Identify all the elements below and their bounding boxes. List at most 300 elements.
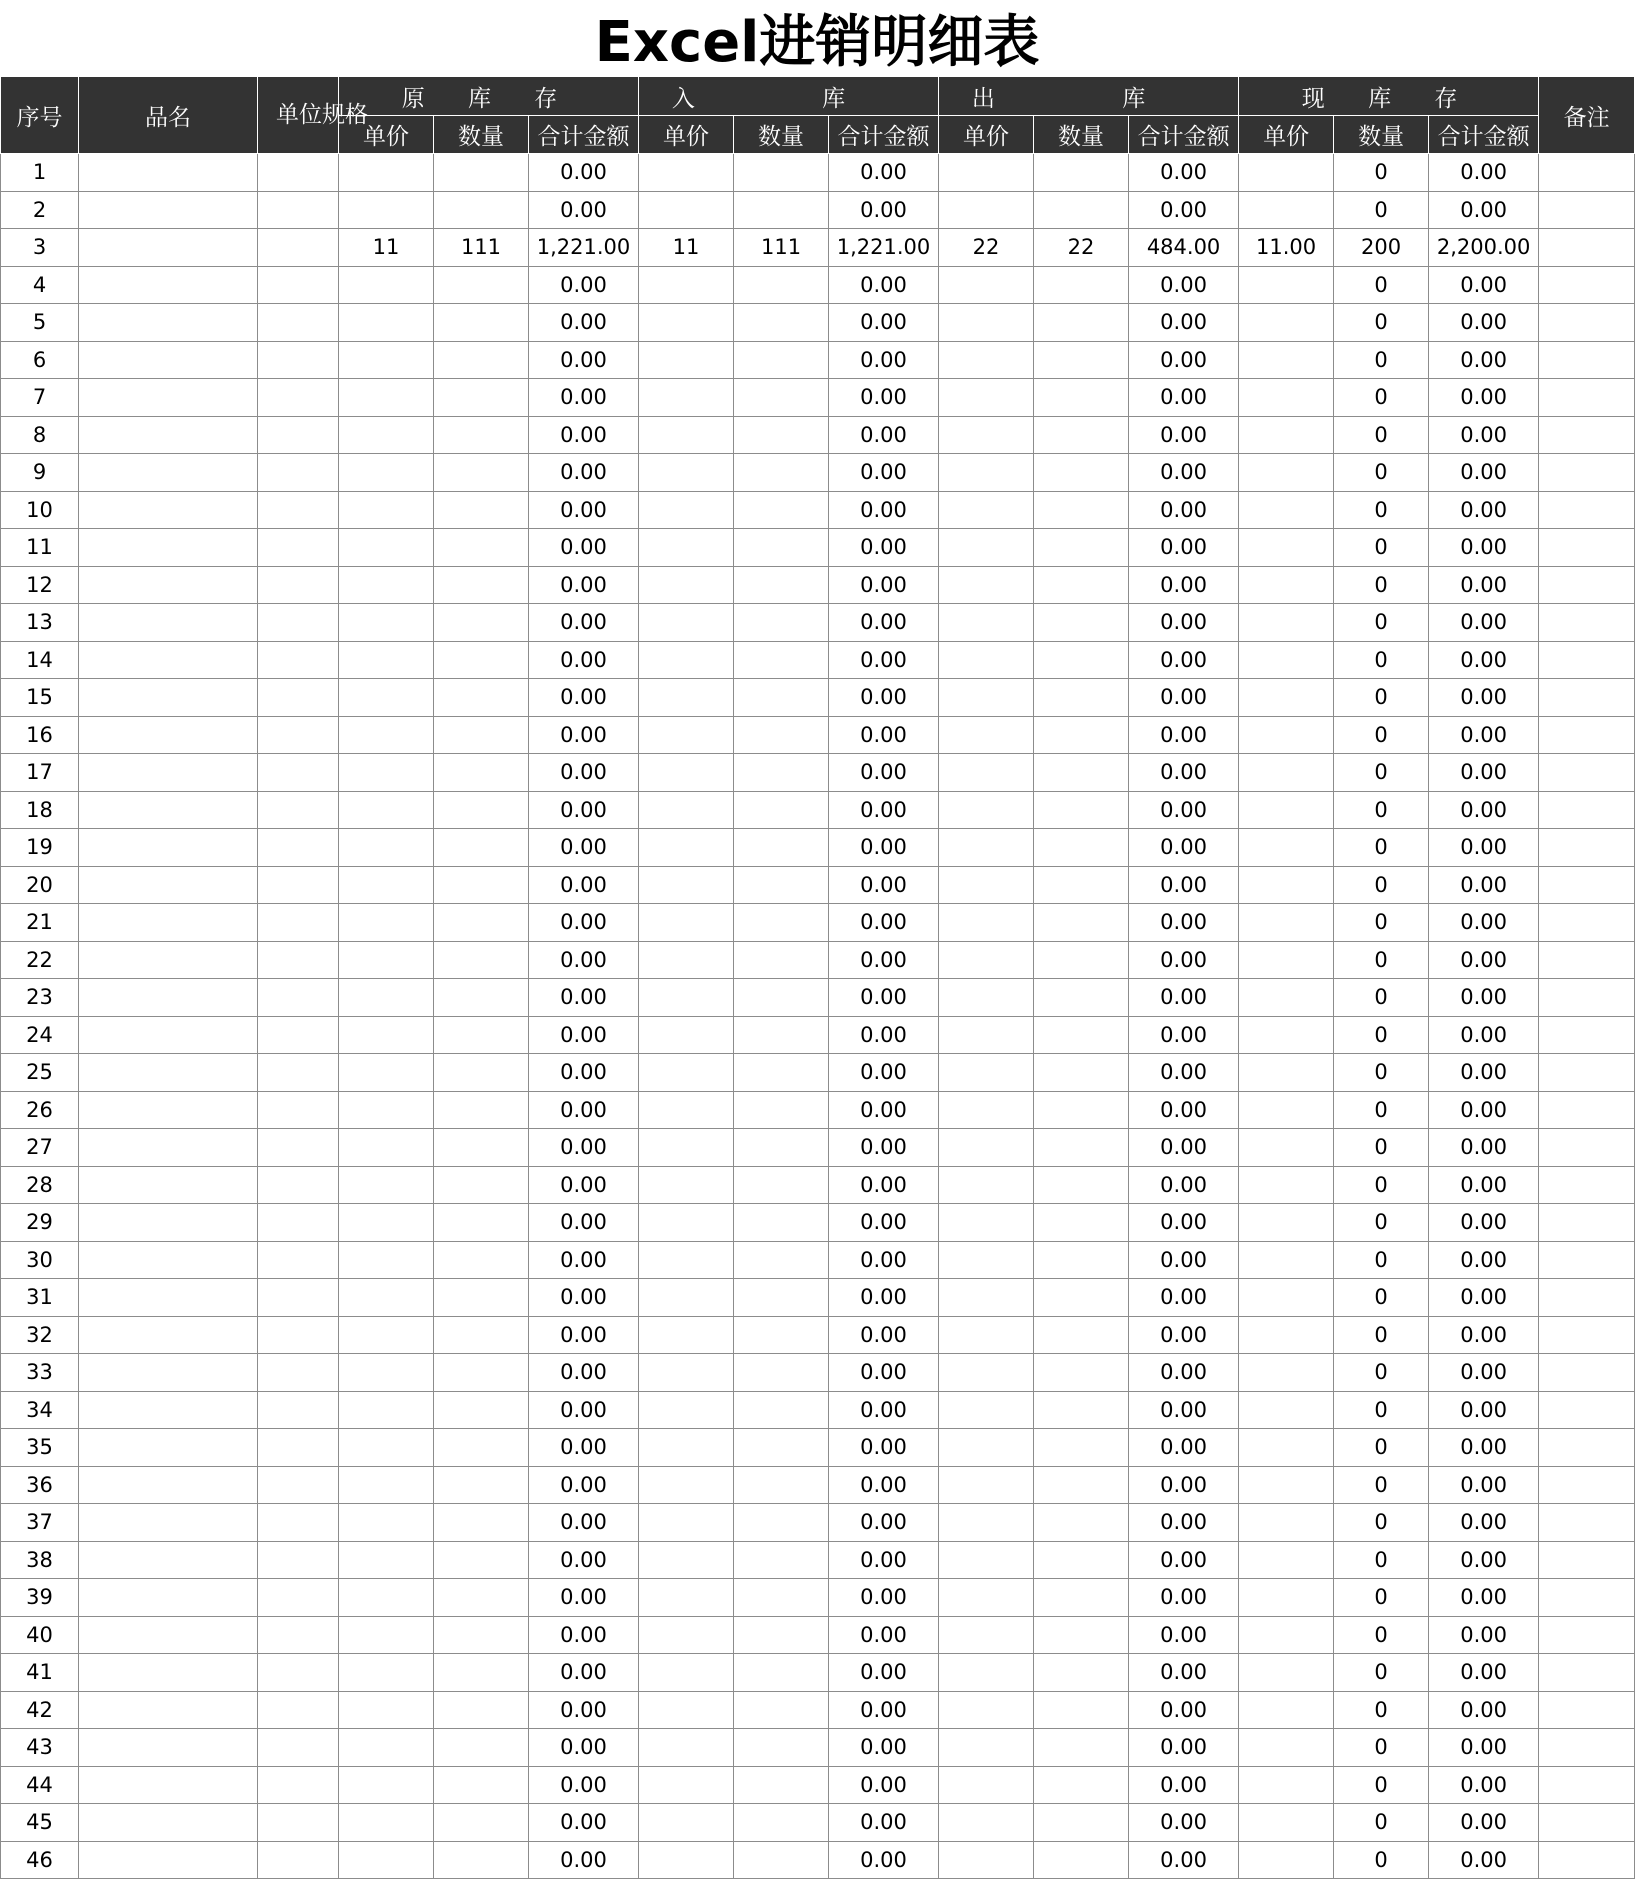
cell-cur-price[interactable] [1239,941,1334,979]
cell-seq[interactable]: 10 [1,491,79,529]
cell-seq[interactable]: 36 [1,1466,79,1504]
cell-in-price[interactable] [639,941,734,979]
cell-cur-qty[interactable]: 0 [1334,454,1429,492]
cell-out-price[interactable] [939,1841,1034,1879]
cell-cur-price[interactable] [1239,304,1334,342]
cell-cur-qty[interactable]: 0 [1334,1166,1429,1204]
cell-seq[interactable]: 30 [1,1241,79,1279]
cell-out-qty[interactable] [1034,566,1129,604]
cell-orig-amount[interactable]: 0.00 [529,1429,639,1467]
cell-seq[interactable]: 46 [1,1841,79,1879]
cell-cur-price[interactable] [1239,679,1334,717]
cell-out-amount[interactable]: 0.00 [1129,1429,1239,1467]
cell-remark[interactable] [1539,341,1635,379]
cell-orig-amount[interactable]: 0.00 [529,1204,639,1242]
cell-cur-qty[interactable]: 0 [1334,1729,1429,1767]
cell-orig-amount[interactable]: 0.00 [529,529,639,567]
cell-unit-spec[interactable] [258,866,339,904]
cell-cur-amount[interactable]: 0.00 [1429,1766,1539,1804]
cell-in-price[interactable] [639,1766,734,1804]
cell-in-price[interactable] [639,1391,734,1429]
cell-in-qty[interactable] [734,1204,829,1242]
cell-out-amount[interactable]: 0.00 [1129,491,1239,529]
cell-remark[interactable] [1539,1691,1635,1729]
cell-out-amount[interactable]: 0.00 [1129,341,1239,379]
cell-orig-qty[interactable] [434,379,529,417]
cell-seq[interactable]: 39 [1,1579,79,1617]
cell-seq[interactable]: 13 [1,604,79,642]
cell-in-price[interactable] [639,379,734,417]
cell-in-amount[interactable]: 1,221.00 [829,229,939,267]
cell-orig-amount[interactable]: 0.00 [529,1016,639,1054]
cell-out-price[interactable] [939,754,1034,792]
cell-seq[interactable]: 2 [1,191,79,229]
cell-in-qty[interactable] [734,1166,829,1204]
cell-out-qty[interactable] [1034,416,1129,454]
cell-remark[interactable] [1539,979,1635,1017]
cell-unit-spec[interactable] [258,304,339,342]
cell-orig-qty[interactable] [434,679,529,717]
cell-in-price[interactable] [639,1804,734,1842]
cell-orig-qty[interactable] [434,1054,529,1092]
cell-in-price[interactable] [639,754,734,792]
cell-out-amount[interactable]: 0.00 [1129,1129,1239,1167]
cell-in-amount[interactable]: 0.00 [829,1091,939,1129]
cell-orig-qty[interactable] [434,1654,529,1692]
cell-in-qty[interactable] [734,1691,829,1729]
cell-cur-price[interactable] [1239,341,1334,379]
cell-seq[interactable]: 11 [1,529,79,567]
cell-cur-qty[interactable]: 0 [1334,1016,1429,1054]
header-group-original-stock[interactable]: 原 库 存 [339,77,639,116]
cell-cur-qty[interactable]: 0 [1334,1541,1429,1579]
cell-out-price[interactable] [939,1091,1034,1129]
cell-cur-amount[interactable]: 0.00 [1429,266,1539,304]
header-quantity[interactable]: 数量 [1034,116,1129,154]
cell-in-qty[interactable] [734,1504,829,1542]
cell-in-amount[interactable]: 0.00 [829,1204,939,1242]
cell-cur-amount[interactable]: 0.00 [1429,1204,1539,1242]
cell-in-amount[interactable]: 0.00 [829,1391,939,1429]
cell-in-qty[interactable] [734,341,829,379]
cell-in-price[interactable] [639,1691,734,1729]
cell-out-amount[interactable]: 0.00 [1129,1654,1239,1692]
cell-out-qty[interactable] [1034,1729,1129,1767]
cell-out-amount[interactable]: 0.00 [1129,941,1239,979]
cell-orig-price[interactable] [339,454,434,492]
cell-cur-amount[interactable]: 0.00 [1429,566,1539,604]
cell-orig-amount[interactable]: 0.00 [529,1504,639,1542]
cell-seq[interactable]: 23 [1,979,79,1017]
cell-orig-amount[interactable]: 0.00 [529,791,639,829]
cell-cur-amount[interactable]: 0.00 [1429,979,1539,1017]
cell-out-price[interactable] [939,154,1034,192]
cell-remark[interactable] [1539,154,1635,192]
cell-seq[interactable]: 33 [1,1354,79,1392]
cell-out-price[interactable] [939,416,1034,454]
cell-unit-spec[interactable] [258,1241,339,1279]
cell-seq[interactable]: 21 [1,904,79,942]
cell-orig-price[interactable] [339,1054,434,1092]
header-unit-price[interactable]: 单价 [639,116,734,154]
cell-cur-qty[interactable]: 0 [1334,341,1429,379]
cell-out-price[interactable]: 22 [939,229,1034,267]
cell-in-amount[interactable]: 0.00 [829,904,939,942]
cell-out-price[interactable] [939,904,1034,942]
cell-in-price[interactable] [639,1316,734,1354]
cell-in-qty[interactable] [734,191,829,229]
cell-cur-amount[interactable]: 0.00 [1429,1691,1539,1729]
cell-unit-spec[interactable] [258,1204,339,1242]
cell-out-qty[interactable] [1034,1616,1129,1654]
cell-cur-price[interactable] [1239,979,1334,1017]
cell-seq[interactable]: 42 [1,1691,79,1729]
cell-orig-amount[interactable]: 0.00 [529,1166,639,1204]
cell-seq[interactable]: 5 [1,304,79,342]
cell-name[interactable] [79,266,258,304]
cell-cur-qty[interactable]: 0 [1334,416,1429,454]
cell-cur-amount[interactable]: 0.00 [1429,1616,1539,1654]
cell-in-qty[interactable] [734,1804,829,1842]
cell-in-price[interactable] [639,1841,734,1879]
header-total-amount[interactable]: 合计金额 [1429,116,1539,154]
cell-cur-amount[interactable]: 0.00 [1429,1729,1539,1767]
cell-in-qty[interactable] [734,716,829,754]
cell-in-qty[interactable] [734,1466,829,1504]
cell-remark[interactable] [1539,679,1635,717]
cell-remark[interactable] [1539,1804,1635,1842]
cell-cur-price[interactable] [1239,266,1334,304]
cell-out-qty[interactable] [1034,341,1129,379]
cell-orig-qty[interactable] [434,754,529,792]
cell-cur-amount[interactable]: 0.00 [1429,1054,1539,1092]
cell-orig-amount[interactable]: 0.00 [529,341,639,379]
header-unit-price[interactable]: 单价 [1239,116,1334,154]
cell-cur-price[interactable] [1239,529,1334,567]
cell-unit-spec[interactable] [258,379,339,417]
cell-unit-spec[interactable] [258,1279,339,1317]
header-group-current-stock[interactable]: 现 库 存 [1239,77,1539,116]
cell-seq[interactable]: 40 [1,1616,79,1654]
cell-name[interactable] [79,1729,258,1767]
cell-cur-qty[interactable]: 0 [1334,191,1429,229]
cell-cur-qty[interactable]: 0 [1334,829,1429,867]
cell-orig-amount[interactable]: 0.00 [529,979,639,1017]
cell-remark[interactable] [1539,1841,1635,1879]
cell-unit-spec[interactable] [258,1804,339,1842]
cell-orig-qty[interactable] [434,191,529,229]
cell-name[interactable] [79,1129,258,1167]
cell-in-amount[interactable]: 0.00 [829,1466,939,1504]
cell-in-price[interactable] [639,716,734,754]
cell-cur-amount[interactable]: 0.00 [1429,191,1539,229]
cell-cur-price[interactable] [1239,754,1334,792]
cell-orig-amount[interactable]: 0.00 [529,641,639,679]
cell-seq[interactable]: 14 [1,641,79,679]
cell-out-amount[interactable]: 0.00 [1129,566,1239,604]
cell-cur-amount[interactable]: 0.00 [1429,304,1539,342]
cell-unit-spec[interactable] [258,1166,339,1204]
cell-cur-price[interactable] [1239,829,1334,867]
cell-orig-amount[interactable]: 0.00 [529,1091,639,1129]
cell-orig-price[interactable] [339,1204,434,1242]
cell-remark[interactable] [1539,829,1635,867]
cell-cur-price[interactable] [1239,1129,1334,1167]
cell-cur-price[interactable] [1239,1316,1334,1354]
cell-seq[interactable]: 6 [1,341,79,379]
cell-name[interactable] [79,191,258,229]
cell-unit-spec[interactable] [258,716,339,754]
cell-out-price[interactable] [939,566,1034,604]
cell-out-price[interactable] [939,716,1034,754]
cell-orig-amount[interactable]: 0.00 [529,941,639,979]
cell-orig-qty[interactable] [434,641,529,679]
cell-in-amount[interactable]: 0.00 [829,266,939,304]
cell-out-amount[interactable]: 0.00 [1129,266,1239,304]
cell-in-amount[interactable]: 0.00 [829,679,939,717]
cell-cur-price[interactable] [1239,379,1334,417]
cell-cur-amount[interactable]: 0.00 [1429,866,1539,904]
cell-cur-amount[interactable]: 0.00 [1429,1841,1539,1879]
cell-remark[interactable] [1539,191,1635,229]
cell-cur-qty[interactable]: 0 [1334,1691,1429,1729]
header-quantity[interactable]: 数量 [734,116,829,154]
cell-cur-amount[interactable]: 0.00 [1429,904,1539,942]
cell-cur-price[interactable] [1239,1091,1334,1129]
cell-unit-spec[interactable] [258,416,339,454]
cell-cur-price[interactable] [1239,1204,1334,1242]
cell-in-amount[interactable]: 0.00 [829,1279,939,1317]
cell-orig-qty[interactable] [434,1466,529,1504]
cell-remark[interactable] [1539,529,1635,567]
header-remark[interactable]: 备注 [1539,77,1635,154]
cell-unit-spec[interactable] [258,1541,339,1579]
cell-out-price[interactable] [939,1054,1034,1092]
cell-in-price[interactable] [639,1204,734,1242]
cell-seq[interactable]: 7 [1,379,79,417]
cell-out-price[interactable] [939,491,1034,529]
cell-in-price[interactable] [639,1504,734,1542]
cell-in-amount[interactable]: 0.00 [829,341,939,379]
cell-out-price[interactable] [939,304,1034,342]
cell-cur-amount[interactable]: 0.00 [1429,1579,1539,1617]
cell-in-qty[interactable] [734,1054,829,1092]
cell-cur-qty[interactable]: 0 [1334,1279,1429,1317]
cell-out-qty[interactable] [1034,1429,1129,1467]
cell-cur-price[interactable] [1239,866,1334,904]
cell-in-qty[interactable] [734,1016,829,1054]
cell-in-qty[interactable] [734,641,829,679]
cell-cur-price[interactable] [1239,1391,1334,1429]
cell-orig-qty[interactable] [434,1504,529,1542]
cell-orig-price[interactable] [339,1504,434,1542]
cell-out-amount[interactable]: 0.00 [1129,154,1239,192]
cell-orig-amount[interactable]: 0.00 [529,1129,639,1167]
cell-unit-spec[interactable] [258,791,339,829]
cell-cur-qty[interactable]: 0 [1334,1354,1429,1392]
cell-orig-price[interactable] [339,379,434,417]
cell-cur-qty[interactable]: 0 [1334,1091,1429,1129]
cell-cur-price[interactable] [1239,1166,1334,1204]
cell-name[interactable] [79,941,258,979]
cell-orig-qty[interactable] [434,1091,529,1129]
cell-out-amount[interactable]: 0.00 [1129,1541,1239,1579]
cell-in-qty[interactable] [734,829,829,867]
cell-out-qty[interactable] [1034,1391,1129,1429]
cell-cur-amount[interactable]: 0.00 [1429,1241,1539,1279]
cell-cur-qty[interactable]: 0 [1334,941,1429,979]
cell-orig-qty[interactable] [434,1129,529,1167]
cell-in-price[interactable] [639,491,734,529]
cell-in-price[interactable] [639,641,734,679]
cell-out-qty[interactable]: 22 [1034,229,1129,267]
cell-out-qty[interactable] [1034,866,1129,904]
cell-remark[interactable] [1539,1054,1635,1092]
cell-cur-qty[interactable]: 0 [1334,1504,1429,1542]
cell-name[interactable] [79,866,258,904]
cell-orig-qty[interactable] [434,1279,529,1317]
cell-out-price[interactable] [939,866,1034,904]
cell-orig-qty[interactable] [434,1804,529,1842]
cell-in-qty[interactable] [734,1579,829,1617]
cell-orig-price[interactable] [339,829,434,867]
cell-in-amount[interactable]: 0.00 [829,604,939,642]
cell-name[interactable] [79,1541,258,1579]
cell-cur-amount[interactable]: 0.00 [1429,1391,1539,1429]
cell-name[interactable] [79,1204,258,1242]
cell-cur-amount[interactable]: 0.00 [1429,1504,1539,1542]
cell-unit-spec[interactable] [258,1129,339,1167]
cell-cur-amount[interactable]: 0.00 [1429,1354,1539,1392]
cell-cur-qty[interactable]: 200 [1334,229,1429,267]
cell-out-qty[interactable] [1034,266,1129,304]
cell-in-price[interactable] [639,529,734,567]
cell-cur-qty[interactable]: 0 [1334,1204,1429,1242]
cell-orig-price[interactable] [339,1841,434,1879]
cell-orig-price[interactable] [339,679,434,717]
cell-out-qty[interactable] [1034,791,1129,829]
cell-orig-qty[interactable] [434,979,529,1017]
cell-cur-price[interactable] [1239,641,1334,679]
cell-name[interactable] [79,1429,258,1467]
cell-unit-spec[interactable] [258,1391,339,1429]
cell-orig-amount[interactable]: 0.00 [529,754,639,792]
cell-in-qty[interactable]: 111 [734,229,829,267]
cell-unit-spec[interactable] [258,1466,339,1504]
cell-out-amount[interactable]: 0.00 [1129,1091,1239,1129]
cell-cur-amount[interactable]: 0.00 [1429,1429,1539,1467]
cell-cur-amount[interactable]: 0.00 [1429,1654,1539,1692]
header-quantity[interactable]: 数量 [434,116,529,154]
cell-orig-amount[interactable]: 0.00 [529,416,639,454]
cell-remark[interactable] [1539,1204,1635,1242]
cell-cur-qty[interactable]: 0 [1334,1616,1429,1654]
cell-orig-amount[interactable]: 0.00 [529,1391,639,1429]
cell-seq[interactable]: 20 [1,866,79,904]
cell-out-qty[interactable] [1034,754,1129,792]
cell-remark[interactable] [1539,716,1635,754]
cell-orig-price[interactable] [339,1691,434,1729]
cell-orig-qty[interactable] [434,1166,529,1204]
cell-in-price[interactable] [639,1541,734,1579]
cell-out-qty[interactable] [1034,1579,1129,1617]
cell-orig-amount[interactable]: 0.00 [529,679,639,717]
cell-remark[interactable] [1539,416,1635,454]
cell-in-qty[interactable] [734,1429,829,1467]
cell-out-price[interactable] [939,1579,1034,1617]
cell-out-amount[interactable]: 0.00 [1129,641,1239,679]
cell-seq[interactable]: 35 [1,1429,79,1467]
cell-orig-qty[interactable] [434,1729,529,1767]
cell-orig-qty[interactable] [434,454,529,492]
cell-cur-price[interactable] [1239,1616,1334,1654]
cell-cur-qty[interactable]: 0 [1334,379,1429,417]
cell-orig-amount[interactable]: 0.00 [529,1579,639,1617]
cell-out-qty[interactable] [1034,191,1129,229]
cell-out-price[interactable] [939,379,1034,417]
cell-orig-qty[interactable] [434,1429,529,1467]
cell-orig-price[interactable] [339,1466,434,1504]
cell-out-price[interactable] [939,1616,1034,1654]
cell-orig-amount[interactable]: 0.00 [529,266,639,304]
cell-out-amount[interactable]: 0.00 [1129,1391,1239,1429]
cell-orig-price[interactable] [339,791,434,829]
cell-orig-price[interactable] [339,304,434,342]
cell-in-amount[interactable]: 0.00 [829,1579,939,1617]
cell-cur-price[interactable] [1239,904,1334,942]
cell-orig-price[interactable] [339,1541,434,1579]
cell-in-amount[interactable]: 0.00 [829,491,939,529]
cell-cur-amount[interactable]: 0.00 [1429,829,1539,867]
cell-remark[interactable] [1539,491,1635,529]
cell-out-qty[interactable] [1034,1129,1129,1167]
cell-unit-spec[interactable] [258,1316,339,1354]
cell-orig-amount[interactable]: 0.00 [529,1541,639,1579]
cell-out-qty[interactable] [1034,1279,1129,1317]
cell-seq[interactable]: 43 [1,1729,79,1767]
cell-in-amount[interactable]: 0.00 [829,529,939,567]
cell-seq[interactable]: 34 [1,1391,79,1429]
cell-in-qty[interactable] [734,266,829,304]
cell-cur-amount[interactable]: 2,200.00 [1429,229,1539,267]
cell-seq[interactable]: 45 [1,1804,79,1842]
cell-unit-spec[interactable] [258,454,339,492]
cell-cur-qty[interactable]: 0 [1334,1391,1429,1429]
cell-remark[interactable] [1539,1316,1635,1354]
cell-in-qty[interactable] [734,1841,829,1879]
cell-name[interactable] [79,1766,258,1804]
cell-in-price[interactable] [639,1729,734,1767]
cell-name[interactable] [79,341,258,379]
cell-orig-amount[interactable]: 0.00 [529,1466,639,1504]
cell-unit-spec[interactable] [258,1841,339,1879]
cell-in-price[interactable] [639,866,734,904]
cell-seq[interactable]: 24 [1,1016,79,1054]
cell-in-qty[interactable] [734,304,829,342]
header-seq[interactable]: 序号 [1,77,79,154]
cell-orig-price[interactable] [339,1166,434,1204]
cell-unit-spec[interactable] [258,1579,339,1617]
cell-name[interactable] [79,1091,258,1129]
cell-out-amount[interactable]: 0.00 [1129,754,1239,792]
cell-unit-spec[interactable] [258,154,339,192]
cell-orig-price[interactable] [339,266,434,304]
cell-unit-spec[interactable] [258,1354,339,1392]
cell-remark[interactable] [1539,1541,1635,1579]
cell-cur-amount[interactable]: 0.00 [1429,1279,1539,1317]
cell-out-qty[interactable] [1034,1166,1129,1204]
cell-orig-price[interactable] [339,754,434,792]
